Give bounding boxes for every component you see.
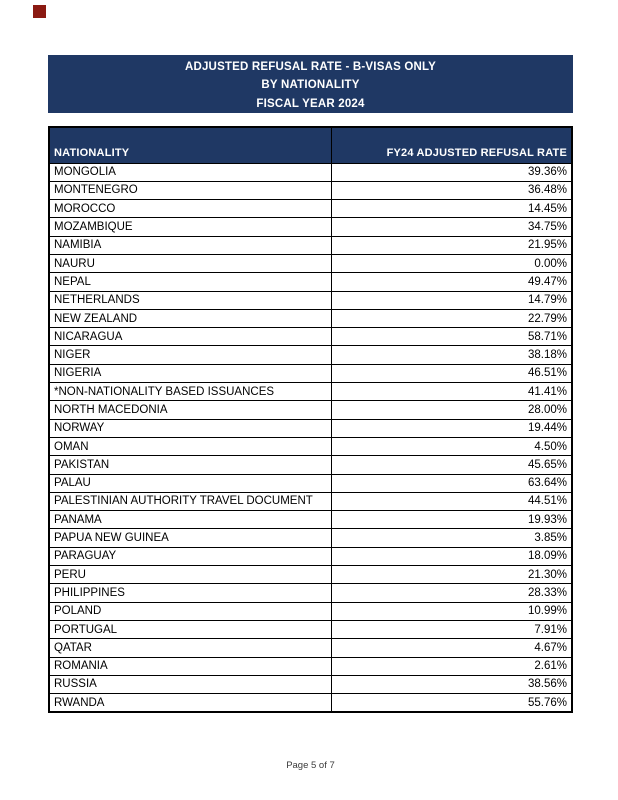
page-number: Page 5 of 7 [286,760,335,771]
table-body [49,163,572,712]
refusal-rate-cell: 4.67% [331,639,572,657]
table-row [49,346,572,364]
nationality-cell: NETHERLANDS [49,291,331,309]
report-title-line-2: BY NATIONALITY [261,79,360,92]
table-row [49,236,572,254]
table-row [49,200,572,218]
nationality-cell: MONGOLIA [49,163,331,181]
refusal-rate-table [48,126,573,713]
refusal-rate-cell: 2.61% [331,657,572,675]
table-row [49,254,572,272]
refusal-rate-cell: 19.44% [331,419,572,437]
column-header-refusal-rate: FY24 ADJUSTED REFUSAL RATE [331,127,572,163]
table-row [49,383,572,401]
nationality-cell: PHILIPPINES [49,584,331,602]
refusal-rate-cell: 38.18% [331,346,572,364]
table-row [49,602,572,620]
nationality-cell: NAURU [49,254,331,272]
nationality-cell: PANAMA [49,511,331,529]
nationality-cell: PALESTINIAN AUTHORITY TRAVEL DOCUMENT [49,492,331,510]
refusal-rate-cell: 39.36% [331,163,572,181]
table-row [49,218,572,236]
nationality-cell: PARAGUAY [49,547,331,565]
report-title-banner [48,55,573,113]
table-header-row [49,127,572,163]
nationality-cell: *NON-NATIONALITY BASED ISSUANCES [49,383,331,401]
nationality-cell: PAKISTAN [49,456,331,474]
table-row [49,474,572,492]
nationality-cell: NEW ZEALAND [49,309,331,327]
table-row [49,620,572,638]
refusal-rate-cell: 14.79% [331,291,572,309]
refusal-rate-cell: 21.30% [331,566,572,584]
nationality-cell: PAPUA NEW GUINEA [49,529,331,547]
table-row [49,456,572,474]
nationality-cell: RUSSIA [49,675,331,693]
report-title-line-1: ADJUSTED REFUSAL RATE - B-VISAS ONLY [184,61,437,73]
table-row [49,511,572,529]
nationality-cell: POLAND [49,602,331,620]
refusal-rate-cell: 44.51% [331,492,572,510]
table-row [49,419,572,437]
table-row [49,675,572,693]
table-row [49,437,572,455]
nationality-cell: NIGER [49,346,331,364]
table-row [49,364,572,382]
refusal-rate-cell: 58.71% [331,328,572,346]
nationality-cell: QATAR [49,639,331,657]
nationality-cell: NORTH MACEDONIA [49,401,331,419]
table-row [49,566,572,584]
table-row [49,529,572,547]
refusal-rate-cell: 7.91% [331,620,572,638]
refusal-rate-cell: 45.65% [331,456,572,474]
nationality-cell: OMAN [49,437,331,455]
table-row [49,584,572,602]
refusal-rate-cell: 34.75% [331,218,572,236]
nationality-cell: RWANDA [49,694,331,712]
refusal-rate-cell: 0.00% [331,254,572,272]
refusal-rate-cell: 63.64% [331,474,572,492]
nationality-cell: MOROCCO [49,200,331,218]
table-row [49,492,572,510]
table-row [49,291,572,309]
refusal-rate-cell: 28.33% [331,584,572,602]
refusal-rate-cell: 28.00% [331,401,572,419]
nationality-cell: ROMANIA [49,657,331,675]
nationality-cell: NEPAL [49,273,331,291]
nationality-cell: NAMIBIA [49,236,331,254]
table-row [49,401,572,419]
refusal-rate-cell: 38.56% [331,675,572,693]
refusal-rate-cell: 55.76% [331,694,572,712]
table-row [49,328,572,346]
refusal-rate-cell: 21.95% [331,236,572,254]
table-row [49,694,572,712]
nationality-cell: PORTUGAL [49,620,331,638]
red-square-marker [33,5,46,18]
refusal-rate-cell: 14.45% [331,200,572,218]
table-row [49,657,572,675]
refusal-rate-cell: 4.50% [331,437,572,455]
refusal-rate-cell: 3.85% [331,529,572,547]
table-row [49,547,572,565]
report-title-line-3: FISCAL YEAR 2024 [256,97,365,110]
refusal-rate-cell: 22.79% [331,309,572,327]
table-header [49,127,572,163]
refusal-rate-cell: 10.99% [331,602,572,620]
table-row [49,273,572,291]
nationality-cell: NICARAGUA [49,328,331,346]
refusal-rate-cell: 41.41% [331,383,572,401]
refusal-rate-cell: 18.09% [331,547,572,565]
nationality-cell: MOZAMBIQUE [49,218,331,236]
nationality-cell: MONTENEGRO [49,181,331,199]
refusal-rate-table-container [48,126,573,713]
table-row [49,639,572,657]
refusal-rate-cell: 49.47% [331,273,572,291]
nationality-cell: PERU [49,566,331,584]
refusal-rate-cell: 36.48% [331,181,572,199]
column-header-nationality: NATIONALITY [49,127,331,163]
nationality-cell: NORWAY [49,419,331,437]
refusal-rate-cell: 46.51% [331,364,572,382]
refusal-rate-cell: 19.93% [331,511,572,529]
nationality-cell: PALAU [49,474,331,492]
table-row [49,163,572,181]
table-row [49,309,572,327]
nationality-cell: NIGERIA [49,364,331,382]
table-row [49,181,572,199]
